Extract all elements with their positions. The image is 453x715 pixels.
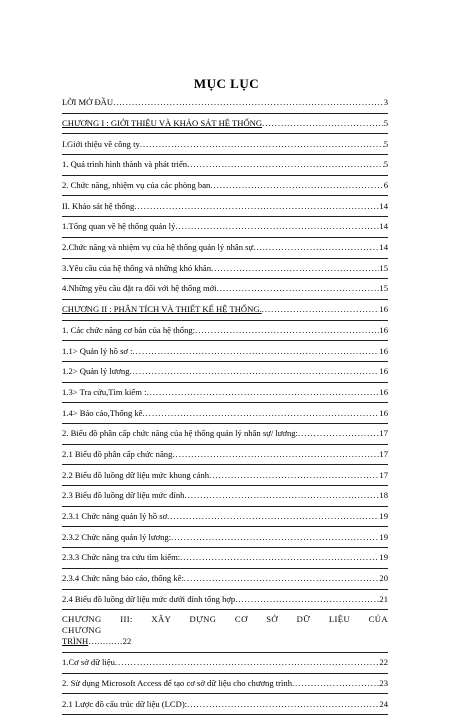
toc-page-number: 16 (379, 304, 388, 315)
toc-leader (133, 346, 380, 357)
toc-leader (262, 304, 380, 315)
toc-page-number: 5 (383, 117, 388, 128)
toc-page-number: 5 (383, 159, 388, 170)
toc-page-number: 5 (383, 138, 388, 149)
toc-page-number: 23 (379, 677, 388, 688)
toc-page-number: 20 (379, 573, 388, 584)
toc-label: TRÌNH (62, 636, 89, 647)
toc-leader (146, 387, 379, 398)
toc-label: 2.4 Biểu đồ luồng dữ liệu mức dưới đỉnh tổng hợp (62, 593, 236, 604)
toc-entry[interactable] (62, 217, 388, 238)
toc-entry[interactable] (62, 674, 388, 695)
toc-label: CHƯƠNG I : GIỚI THIỆU VÀ KHẢO SÁT HỆ THỐNG (62, 117, 263, 128)
toc-page-number: 6 (383, 180, 388, 191)
toc-entry[interactable] (62, 590, 388, 611)
toc-page-number: 16 (379, 386, 388, 397)
toc-page-number: 15 (379, 262, 388, 273)
toc-entry[interactable] (62, 196, 388, 217)
toc-entry[interactable] (62, 341, 388, 362)
toc-label: I.Giới thiệu về công ty (62, 138, 140, 149)
toc-label: 1.2> Quản lý lương (62, 366, 130, 377)
toc-leader (235, 594, 379, 605)
toc-leader (253, 242, 379, 253)
toc-label: CHƯƠNG II : PHÂN TÍCH VÀ THIẾT KẾ HỆ THỐNG. (62, 304, 262, 315)
toc-page-number: 17 (379, 428, 388, 439)
toc-page-number: 19 (379, 552, 388, 563)
toc-label: 2. Chức năng, nhiệm vụ của các phòng ban (62, 180, 211, 191)
toc-label: 2.1 Lược đồ cấu trúc dữ liệu (LCD): (62, 698, 188, 709)
toc-label: 4.Những yêu cầu đặt ra đối với hệ thống mới (62, 283, 217, 294)
toc-label: 2.2 Biểu đồ luồng dữ liệu mức khung cảnh (62, 469, 210, 480)
toc-page-number: 17 (379, 448, 388, 459)
toc-label: 1.Tổng quan về hệ thống quản lý (62, 221, 176, 232)
toc-leader (130, 366, 380, 377)
toc-label-continued (62, 636, 388, 647)
toc-label: 1.4> Báo cáo,Thống kê (62, 407, 143, 418)
toc-label: 1. Các chức năng cơ bản của hệ thống: (62, 324, 196, 335)
toc-leader (113, 97, 384, 108)
toc-leader (195, 325, 379, 336)
toc-leader (187, 159, 384, 170)
toc-leader (210, 180, 383, 191)
toc-entry[interactable] (62, 527, 388, 548)
table-of-contents (62, 93, 388, 715)
toc-page-number: 14 (379, 200, 388, 211)
toc-page-number: 24 (379, 698, 388, 709)
toc-page-number: 18 (379, 490, 388, 501)
toc-page-number: 21 (379, 593, 388, 604)
toc-label: 1.Cơ sở dữ liệu (62, 657, 115, 668)
toc-entry[interactable] (62, 694, 388, 715)
toc-leader (134, 201, 379, 212)
toc-label: LỜI MỞ ĐẦU (62, 97, 114, 108)
toc-leader (180, 552, 379, 563)
toc-label: 1. Quá trình hình thành và phát triển (62, 159, 188, 170)
toc-page-number: 19 (379, 531, 388, 542)
toc-entry[interactable] (62, 238, 388, 259)
toc-entry[interactable] (62, 445, 388, 466)
toc-page-number: 17 (379, 469, 388, 480)
toc-label: 2.3 Biểu đồ luồng dữ liệu mức đỉnh (62, 490, 185, 501)
toc-entry[interactable] (62, 507, 388, 528)
toc-entry[interactable] (62, 465, 388, 486)
toc-label: 1.1> Quản lý hồ sơ : (62, 345, 133, 356)
toc-leader (292, 678, 379, 689)
toc-page-number: 19 (379, 511, 388, 522)
toc-page-number: 16 (379, 345, 388, 356)
toc-entry[interactable] (62, 362, 388, 383)
toc-leader (209, 470, 379, 481)
toc-entry[interactable] (62, 403, 388, 424)
toc-entry[interactable] (62, 176, 388, 197)
toc-label: II. Khảo sát hệ thống (62, 200, 135, 211)
toc-label: 2.3.3 Chức năng tra cứu tìm kiếm: (62, 552, 181, 563)
toc-leader (143, 408, 380, 419)
toc-label: CHƯƠNG III: XÂY DỰNG CƠ SỞ DỮ LIỆU CỦA CHƯƠNG (62, 614, 388, 636)
toc-leader (172, 449, 379, 460)
toc-label: 1.3> Tra cứu,Tìm kiếm : (62, 386, 147, 397)
toc-entry[interactable] (62, 279, 388, 300)
toc-entry[interactable] (62, 259, 388, 280)
toc-page-number: 14 (379, 221, 388, 232)
toc-entry[interactable] (62, 653, 388, 674)
toc-leader (167, 511, 379, 522)
toc-page-number: 14 (379, 242, 388, 253)
toc-leader (187, 699, 379, 710)
toc-leader (262, 118, 384, 129)
toc-entry[interactable] (62, 383, 388, 404)
toc-leader (211, 263, 379, 274)
toc-leader (171, 532, 379, 543)
toc-entry[interactable] (62, 569, 388, 590)
toc-leader: ………… (88, 636, 123, 647)
toc-page-number: 22 (122, 636, 132, 647)
toc-label: 2.1 Biểu đồ phân cấp chức năng (62, 448, 173, 459)
toc-entry-chapter[interactable] (62, 610, 388, 653)
toc-page-number: 22 (379, 657, 388, 668)
toc-entry[interactable] (62, 424, 388, 445)
toc-entry-chapter[interactable] (62, 300, 388, 321)
toc-label: 2.3.1 Chức năng quản lý hồ sơ (62, 511, 168, 522)
toc-leader (140, 139, 384, 150)
toc-leader (115, 657, 380, 668)
page-title: MỤC LỤC (193, 76, 260, 91)
toc-label: 2. Biểu đồ phân cấp chức năng của hệ thống quản lý nhân sự/ lương: (62, 428, 298, 439)
toc-label: 2.3.4 Chức năng báo cáo, thống kê: (62, 573, 184, 584)
toc-page-number: 16 (379, 407, 388, 418)
toc-entry[interactable] (62, 93, 388, 114)
toc-page-number: 16 (379, 366, 388, 377)
toc-leader (298, 428, 379, 439)
toc-leader (184, 490, 379, 501)
toc-entry[interactable] (62, 486, 388, 507)
toc-page-number: 15 (379, 283, 388, 294)
toc-entry[interactable] (62, 155, 388, 176)
toc-entry-chapter[interactable] (62, 114, 388, 135)
toc-leader (217, 283, 380, 294)
toc-entry[interactable] (62, 548, 388, 569)
toc-label: 2.3.2 Chức năng quản lý lương: (62, 531, 172, 542)
toc-page-number: 3 (383, 97, 388, 108)
toc-page-number: 16 (379, 324, 388, 335)
toc-label: 2.Chức năng và nhiệm vụ của hệ thống quản lý nhân sự (62, 242, 254, 253)
toc-entry[interactable] (62, 321, 388, 342)
toc-label: 3.Yêu cầu của hệ thống và những khó khăn (62, 262, 212, 273)
toc-leader (175, 221, 379, 232)
toc-entry[interactable] (62, 134, 388, 155)
toc-leader (184, 573, 380, 584)
toc-label: 2. Sử dụng Microsoft Access để tạo cơ sở dữ liệu cho chương trình (62, 677, 292, 688)
